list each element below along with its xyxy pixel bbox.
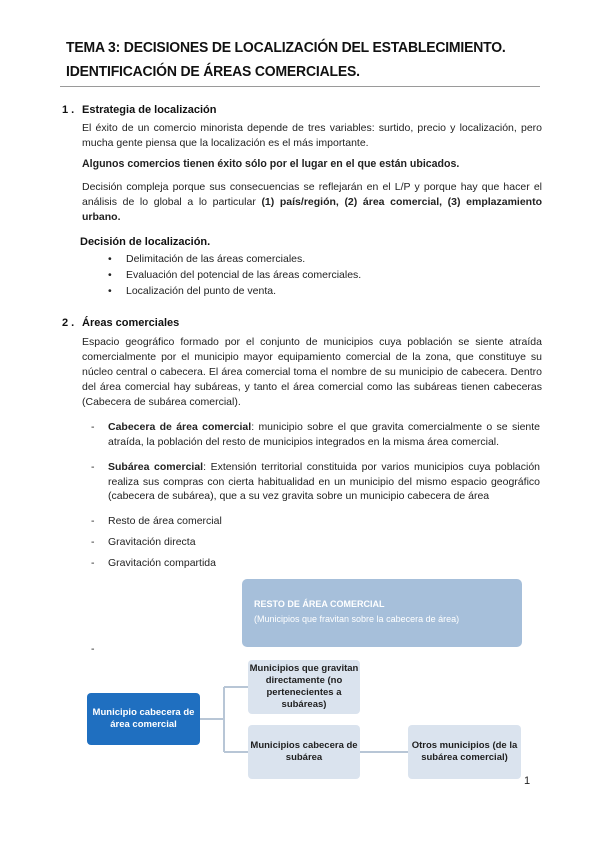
item-text: : municipio sobre el que gravita comercialmente o se siente atraída, la población del resto de municipios integrados en la misma área comercial. [108, 421, 541, 448]
title-line-2: IDENTIFICACIÓN DE ÁREAS COMERCIALES. [66, 63, 360, 80]
section-1-para-3-bold: (1) país/región, (2) área comercial, (3) emplazamiento urbano. [82, 196, 542, 223]
subarea-cabecera-box: Municipios cabecera de subárea [248, 725, 360, 779]
resto-title: RESTO DE ÁREA COMERCIAL [254, 599, 385, 609]
item-text: : Extensión territorial constituida por varios municipios cuya población realiza sus compras con cierta habitualidad en un municipio del mismo espacio geográfico (cabecera de subárea), que a su vez gravita sobre un municipio cabecera de área [108, 461, 541, 502]
section-1-title: Estrategia de localización [82, 104, 217, 116]
decision-heading: Decisión de localización. [80, 236, 211, 248]
item-term: Cabecera de área comercial [108, 421, 252, 433]
resto-subtitle: (Municipios que fravitan sobre la cabecera de área) [254, 614, 460, 624]
center-municipio-box: Municipio cabecera de área comercial [87, 693, 200, 745]
other-municipios-box: Otros municipios (de la subárea comercial) [408, 725, 521, 779]
direct-municipios-box: Municipios que gravitan directamente (no pertenecientes a subáreas) [248, 660, 360, 714]
item-text: Gravitación compartida [108, 557, 216, 569]
item-text: Gravitación directa [108, 536, 196, 548]
dash-bullet: - [91, 557, 95, 569]
dash-bullet: - [91, 515, 95, 527]
item-term: Subárea comercial [108, 461, 204, 473]
list-item: • Evaluación del potencial de las áreas comerciales. [106, 267, 506, 283]
section-1-para-2: Algunos comercios tienen éxito sólo por el lugar en el que están ubicados. [82, 158, 460, 170]
section-1-para-1: El éxito de un comercio minorista depende de tres variables: surtido, precio y localización, pero mucha gente piensa que la localización es el más importante. [82, 122, 542, 149]
title-line-1: TEMA 3: DECISIONES DE LOCALIZACIÓN DEL ESTABLECIMIENTO. [66, 39, 506, 56]
item-text: Resto de área comercial [108, 515, 222, 527]
dash-bullet: - [91, 536, 95, 548]
section-2-number: 2 . [62, 317, 75, 329]
list-item: • Localización del punto de venta. [106, 283, 506, 299]
section-2-para: Espacio geográfico formado por el conjunto de municipios cuya población se siente atraída comercialmente por el municipio mayor equipamiento comercial de la zona, que constituye su núcleo central o cabecera. El área comercial toma el nombre de su municipio de cabecera. Dentro del área comercial hay subáreas, y tanto el área comercial como las subáreas tienen cabeceras (Cabecera de subárea comercial). [82, 336, 542, 408]
dash-bullet: - [91, 461, 95, 473]
section-1-para-3-text: Decisión compleja porque sus consecuencias se reflejarán en el L/P y porque hay que hacer el análisis de lo global a lo particular [82, 181, 542, 208]
section-1-number: 1 . [62, 104, 75, 116]
dash-bullet: - [91, 421, 95, 433]
page-number: 1 [524, 775, 531, 787]
section-2-title: Áreas comerciales [82, 317, 180, 329]
list-item: • Delimitación de las áreas comerciales. [106, 251, 506, 267]
lone-dash: - [91, 643, 95, 655]
